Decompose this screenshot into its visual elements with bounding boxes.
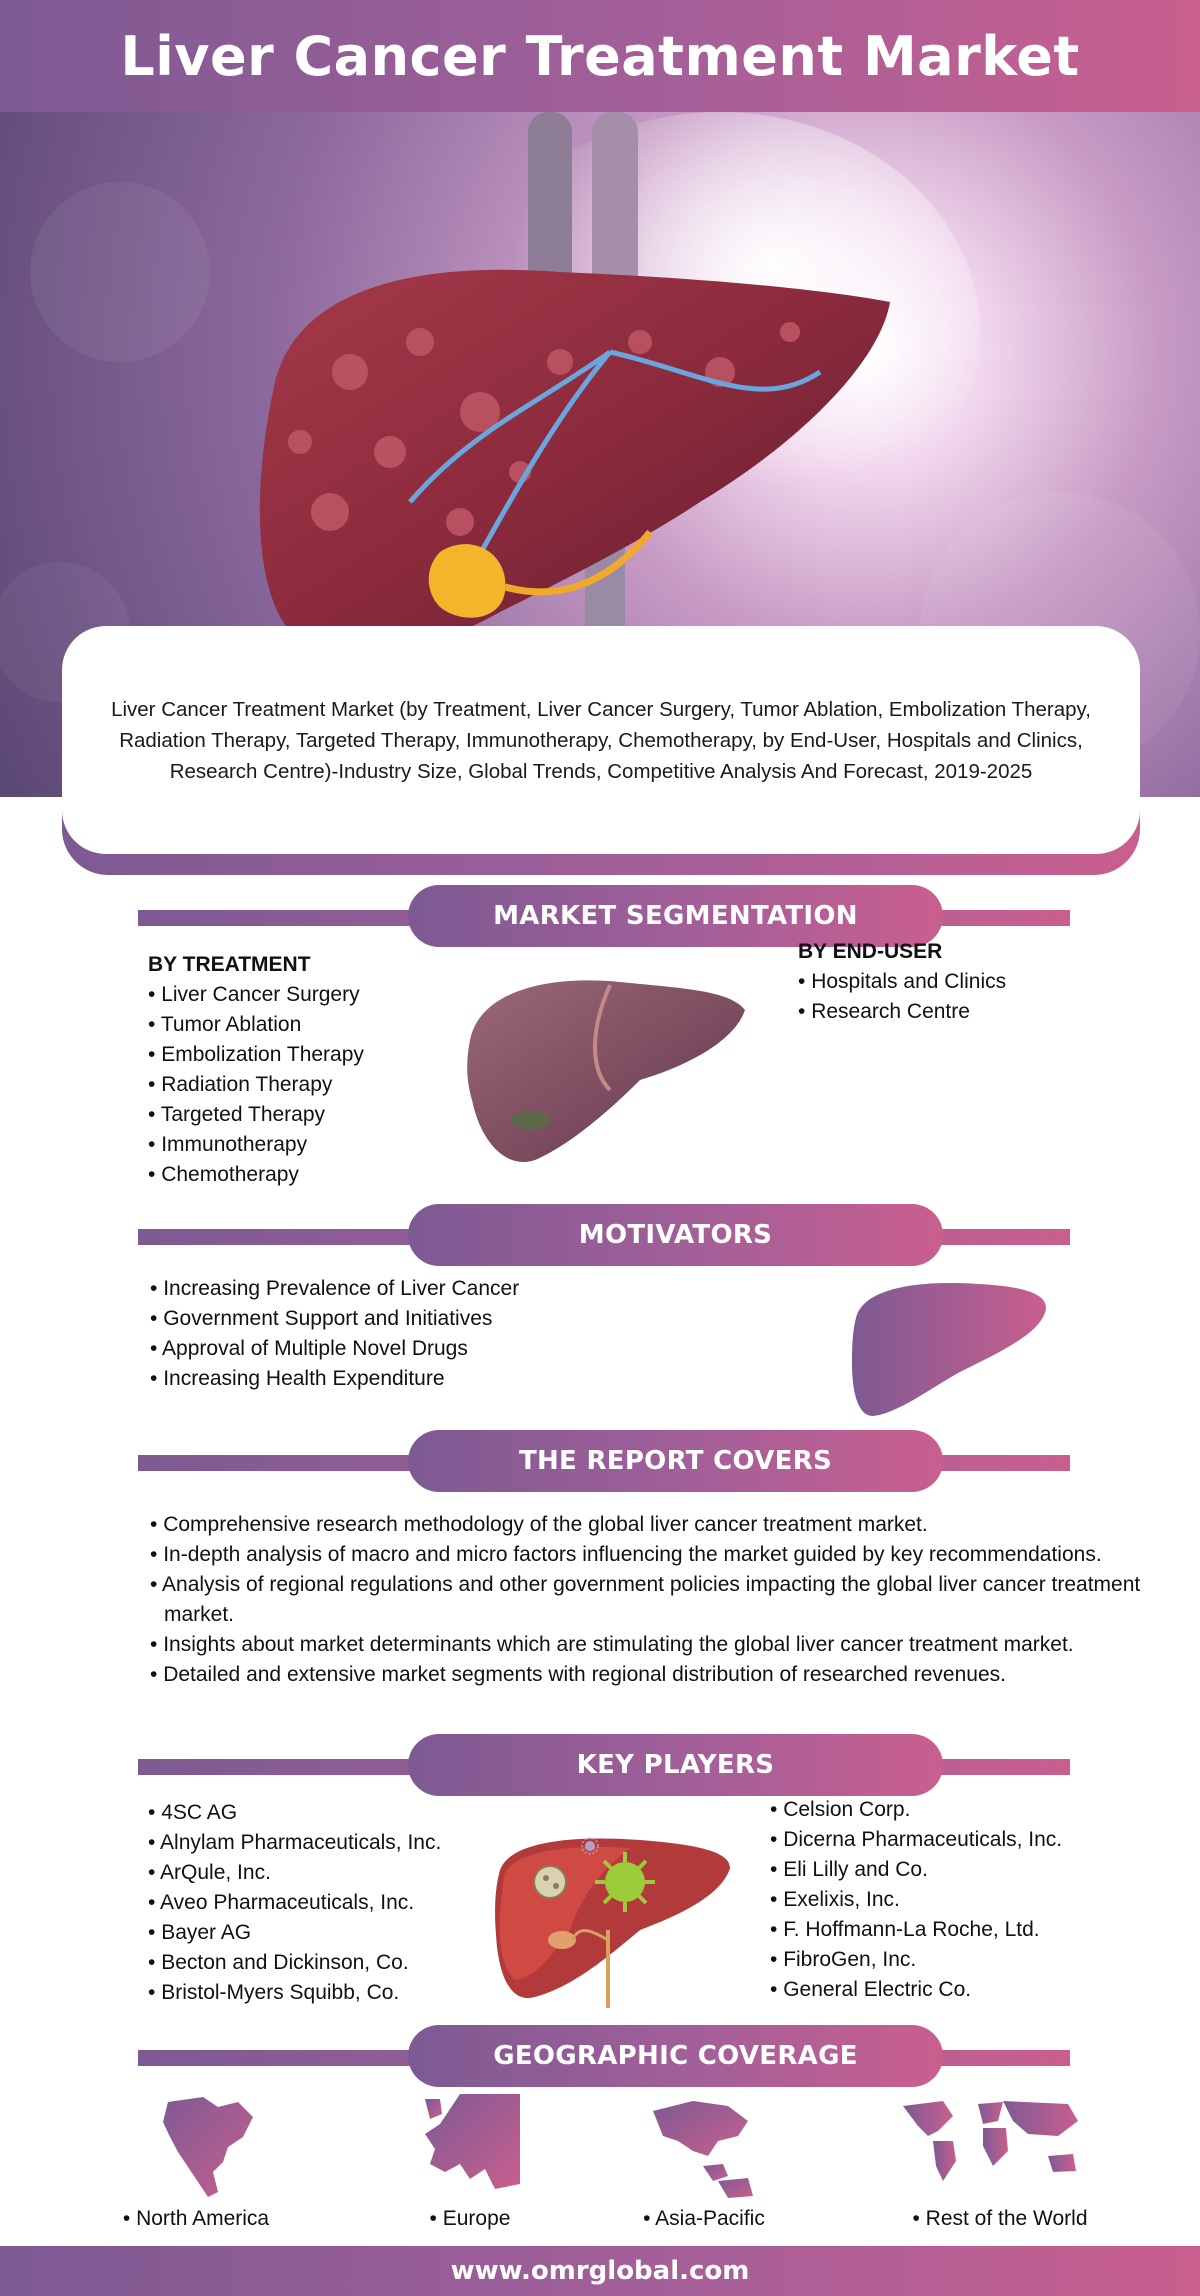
list-item: • Tumor Ablation	[148, 1010, 364, 1040]
list-item: • F. Hoffmann-La Roche, Ltd.	[770, 1915, 1062, 1945]
header-banner	[0, 0, 1200, 112]
list-item: • Hospitals and Clinics	[798, 967, 1006, 997]
list-item: • Approval of Multiple Novel Drugs	[150, 1334, 519, 1364]
list-item: • ArQule, Inc.	[148, 1858, 441, 1888]
key-players-title: KEY PLAYERS	[408, 1734, 943, 1796]
list-item: • Increasing Health Expenditure	[150, 1364, 519, 1394]
geographic-coverage-title: GEOGRAPHIC COVERAGE	[408, 2025, 943, 2087]
list-item: • Research Centre	[798, 997, 1006, 1027]
list-item: • FibroGen, Inc.	[770, 1945, 1062, 1975]
virus-icon	[580, 1836, 600, 1856]
list-item: • Liver Cancer Surgery	[148, 980, 364, 1010]
list-item: • Comprehensive research methodology of the global liver cancer treatment market.	[150, 1510, 1200, 1540]
by-end-user-heading: BY END-USER	[798, 940, 943, 963]
report-covers-list	[150, 1510, 1200, 1690]
intro-text: Liver Cancer Treatment Market (by Treatment, Liver Cancer Surgery, Tumor Ablation, Embolization Therapy, Radiation Therapy, Targeted Therapy, Immunotherapy, Chemotherapy, by End-User, Hospitals and Clinics, Research Centre)-Industry Size, Global Trends, Competitive Analysis And Forecast, 2019-2025	[111, 697, 1091, 783]
list-item: • Embolization Therapy	[148, 1040, 364, 1070]
list-item: • Becton and Dickinson, Co.	[148, 1948, 441, 1978]
motivators-title: MOTIVATORS	[408, 1204, 943, 1266]
list-item: • Bristol-Myers Squibb, Co.	[148, 1978, 441, 2008]
list-item: • Dicerna Pharmaceuticals, Inc.	[770, 1825, 1062, 1855]
motivators-banner	[138, 1204, 1070, 1266]
list-item: • Government Support and Initiatives	[150, 1304, 519, 1334]
geographic-coverage-banner	[138, 2025, 1070, 2087]
list-item: • Detailed and extensive market segments with regional distribution of researched revenues.	[150, 1660, 1200, 1690]
motivators-list	[150, 1274, 519, 1394]
website-link[interactable]: www.omrglobal.com	[450, 2256, 750, 2286]
list-item: • Exelixis, Inc.	[770, 1885, 1062, 1915]
liver-silhouette-icon	[848, 1278, 1048, 1418]
list-item: • Radiation Therapy	[148, 1070, 364, 1100]
key-players-banner	[138, 1734, 1070, 1796]
region-asia-pacific: • Asia-Pacific	[594, 2207, 814, 2231]
asia-pacific-map-icon	[648, 2096, 758, 2201]
list-item: • General Electric Co.	[770, 1975, 1062, 2005]
europe-map-icon	[420, 2094, 520, 2194]
list-item: • 4SC AG	[148, 1798, 441, 1828]
list-item: • Celsion Corp.	[770, 1795, 1062, 1825]
treatment-list	[148, 980, 364, 1190]
footer-banner	[0, 2246, 1200, 2296]
list-item: • Analysis of regional regulations and other government policies impacting the global liver cancer treatment market.	[150, 1570, 1200, 1630]
region-europe: • Europe	[360, 2207, 580, 2231]
end-user-list	[798, 967, 1006, 1027]
region-north-america: • North America	[86, 2207, 306, 2231]
liver-photo	[460, 970, 750, 1170]
world-map-icon	[898, 2096, 1084, 2188]
key-players-left-list	[148, 1798, 441, 2008]
by-treatment-heading: BY TREATMENT	[148, 953, 311, 976]
list-item: • Eli Lilly and Co.	[770, 1855, 1062, 1885]
list-item: • Increasing Prevalence of Liver Cancer	[150, 1274, 519, 1304]
list-item: • Aveo Pharmaceuticals, Inc.	[148, 1888, 441, 1918]
list-item: • Targeted Therapy	[148, 1100, 364, 1130]
liver-tumor-illustration	[490, 1830, 735, 2010]
intro-card	[62, 626, 1140, 854]
list-item: • Immunotherapy	[148, 1130, 364, 1160]
list-item: • Insights about market determinants which are stimulating the global liver cancer treatment market.	[150, 1630, 1200, 1660]
list-item: • In-depth analysis of macro and micro factors influencing the market guided by key recommendations.	[150, 1540, 1200, 1570]
list-item: • Chemotherapy	[148, 1160, 364, 1190]
market-segmentation-title: MARKET SEGMENTATION	[408, 885, 943, 947]
list-item: • Bayer AG	[148, 1918, 441, 1948]
page-title: Liver Cancer Treatment Market	[120, 24, 1080, 88]
north-america-map-icon	[158, 2092, 258, 2202]
region-rest-of-world: • Rest of the World	[880, 2207, 1120, 2231]
report-covers-banner	[138, 1430, 1070, 1492]
list-item: • Alnylam Pharmaceuticals, Inc.	[148, 1828, 441, 1858]
report-covers-title: THE REPORT COVERS	[408, 1430, 943, 1492]
key-players-right-list	[770, 1795, 1062, 2005]
